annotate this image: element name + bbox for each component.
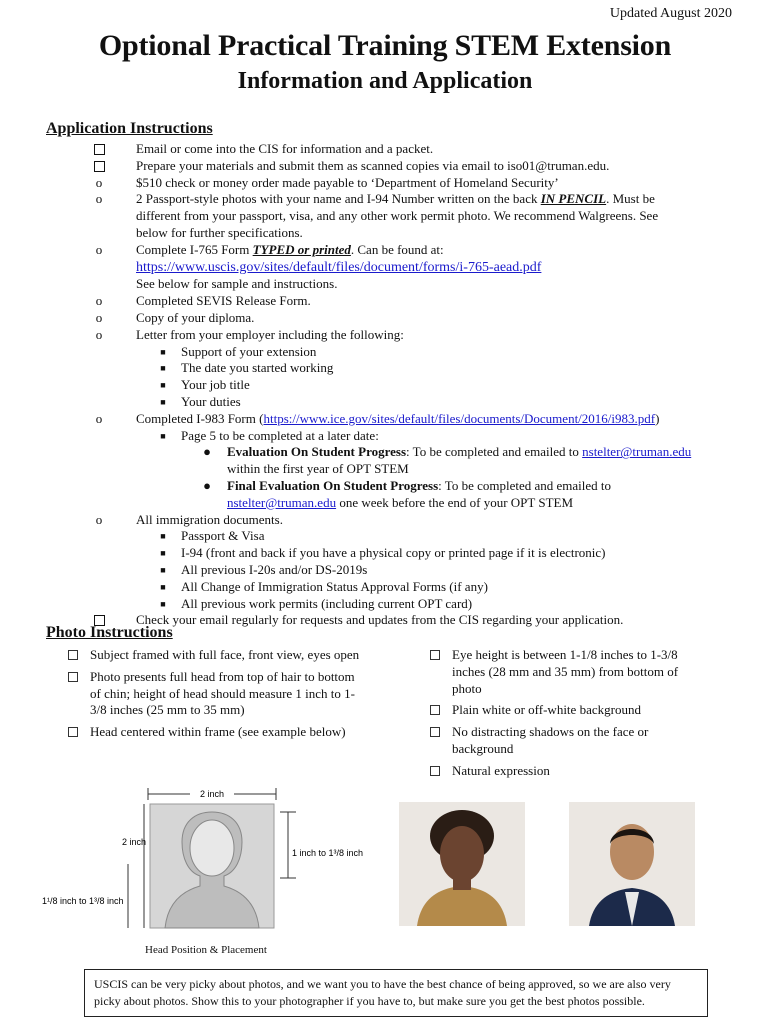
application-heading: Application Instructions — [46, 120, 213, 137]
list-item: o Letter from your employer including the following: — [0, 327, 770, 344]
list-item: ■ Passport & Visa — [0, 528, 770, 545]
eval-email-link[interactable]: nstelter@truman.edu — [582, 444, 692, 460]
list-item: ● Final Evaluation On Student Progress: To be completed and emailed to nstelter@truman.edu one week before the end of your OPT STEM — [0, 478, 770, 512]
list-item: ■ I-94 (front and back if you have a physical copy or printed page if it is electronic) — [0, 545, 770, 562]
list-item: Photo presents full head from top of hair to bottom of chin; height of head should measure 1 inch to 1-3/8 inches (25 mm to 35 mm) — [68, 669, 368, 719]
list-item: ■ All Change of Immigration Status Approval Forms (if any) — [0, 579, 770, 596]
photo-requirements-left — [68, 647, 368, 746]
i765-link[interactable]: https://www.uscis.gov/sites/default/files/document/forms/i-765-aead.pdf — [136, 259, 542, 275]
circle-bullet-icon: o — [95, 309, 103, 325]
photo-heading: Photo Instructions — [46, 624, 173, 641]
list-item: ■ All previous work permits (including current OPT card) — [0, 596, 770, 613]
checkbox-icon — [430, 766, 440, 776]
photo-note: USCIS can be very picky about photos, and we want you to have the best chance of being approved, so we are also very picky about photos. Show this to your photographer if you have to, but make sure you get the best photos possible. — [84, 969, 708, 1017]
list-item: Subject framed with full face, front view, eyes open — [68, 647, 368, 664]
checkbox-icon — [68, 650, 78, 660]
circle-bullet-icon: o — [95, 191, 103, 207]
circle-bullet-icon: o — [95, 293, 103, 309]
list-item: ■ Your job title — [0, 377, 770, 394]
checkbox-icon — [430, 727, 440, 737]
diagram-height-label: 2 inch — [122, 837, 147, 847]
list-item: Check your email regularly for requests and updates from the CIS regarding your application. — [0, 612, 770, 629]
square-bullet-icon: ■ — [160, 396, 166, 407]
list-item: o 2 Passport-style photos with your name and I-94 Number written on the back IN PENCIL. Must be different from your passport, visa, and any other work permit photo. We recommend Walgreens. See below for further specifications. — [0, 191, 770, 241]
square-bullet-icon: ■ — [160, 346, 166, 357]
checkbox-icon — [430, 705, 440, 715]
sample-photo-man — [569, 802, 695, 926]
photo-requirements-right — [430, 647, 710, 785]
diagram-caption: Head Position & Placement — [145, 944, 267, 956]
square-bullet-icon: ■ — [160, 548, 166, 559]
circle-bullet-icon: o — [95, 241, 103, 257]
sample-photo-woman — [399, 802, 525, 926]
head-position-diagram — [40, 782, 370, 962]
list-item: Natural expression — [430, 763, 710, 780]
list-item: ■ Support of your extension — [0, 344, 770, 361]
circle-bullet-icon: o — [95, 511, 103, 527]
square-bullet-icon: ■ — [160, 531, 166, 542]
diagram-head-label: 1 inch to 1³/8 inch — [292, 848, 364, 858]
list-item: o Completed SEVIS Release Form. — [0, 293, 770, 310]
circle-bullet-icon: o — [95, 410, 103, 426]
i983-link[interactable]: https://www.ice.gov/sites/default/files/documents/Document/2016/i983.pdf — [263, 410, 656, 426]
updated-date: Updated August 2020 — [609, 6, 732, 21]
list-item: o All immigration documents. — [0, 512, 770, 529]
page-subtitle: Information and Application — [237, 68, 533, 94]
square-bullet-icon: ■ — [160, 581, 166, 592]
list-item: Eye height is between 1-1/8 inches to 1-3/8 inches (28 mm and 35 mm) from bottom of photo — [430, 647, 710, 697]
application-list — [0, 141, 770, 629]
checkbox-icon — [94, 144, 105, 155]
list-item: ■ Page 5 to be completed at a later date: — [0, 428, 770, 445]
list-item: ■ Your duties — [0, 394, 770, 411]
final-email-link[interactable]: nstelter@truman.edu — [227, 494, 337, 510]
list-item: ■ The date you started working — [0, 360, 770, 377]
list-item: o Copy of your diploma. — [0, 310, 770, 327]
list-item: Prepare your materials and submit them as scanned copies via email to iso01@truman.edu. — [0, 158, 770, 175]
circle-bullet-icon: o — [95, 326, 103, 342]
list-item: Email or come into the CIS for information and a packet. — [0, 141, 770, 158]
list-item: o $510 check or money order made payable to ‘Department of Homeland Security’ — [0, 175, 770, 192]
checkbox-icon — [68, 727, 78, 737]
dot-bullet-icon: ● — [203, 477, 211, 493]
circle-bullet-icon: o — [95, 174, 103, 190]
list-item: o Completed I-983 Form (https://www.ice.gov/sites/default/files/documents/Document/2016/i983.pdf) — [0, 411, 770, 428]
diagram-eye-label: 1¹/8 inch to 1³/8 inch — [42, 896, 124, 906]
diagram-width-label: 2 inch — [199, 789, 225, 799]
list-item: ● Evaluation On Student Progress: To be completed and emailed to nstelter@truman.edu within the first year of OPT STEM — [0, 444, 770, 478]
checkbox-icon — [94, 161, 105, 172]
list-item: o Complete I-765 Form TYPED or printed. Can be found at: https://www.uscis.gov/sites/default/files/document/forms/i-765-aead.pdf See below for sample and instructions. — [0, 242, 770, 293]
square-bullet-icon: ■ — [160, 380, 166, 391]
list-item: ■ All previous I-20s and/or DS-2019s — [0, 562, 770, 579]
list-item: No distracting shadows on the face or background — [430, 724, 710, 758]
dot-bullet-icon: ● — [203, 444, 211, 460]
square-bullet-icon: ■ — [160, 363, 166, 374]
checkbox-icon — [430, 650, 440, 660]
square-bullet-icon: ■ — [160, 564, 166, 575]
list-item: Plain white or off-white background — [430, 702, 710, 719]
checkbox-icon — [68, 672, 78, 682]
square-bullet-icon: ■ — [160, 598, 166, 609]
square-bullet-icon: ■ — [160, 430, 166, 441]
page-title: Optional Practical Training STEM Extension — [98, 29, 672, 62]
list-item: Head centered within frame (see example below) — [68, 724, 368, 741]
